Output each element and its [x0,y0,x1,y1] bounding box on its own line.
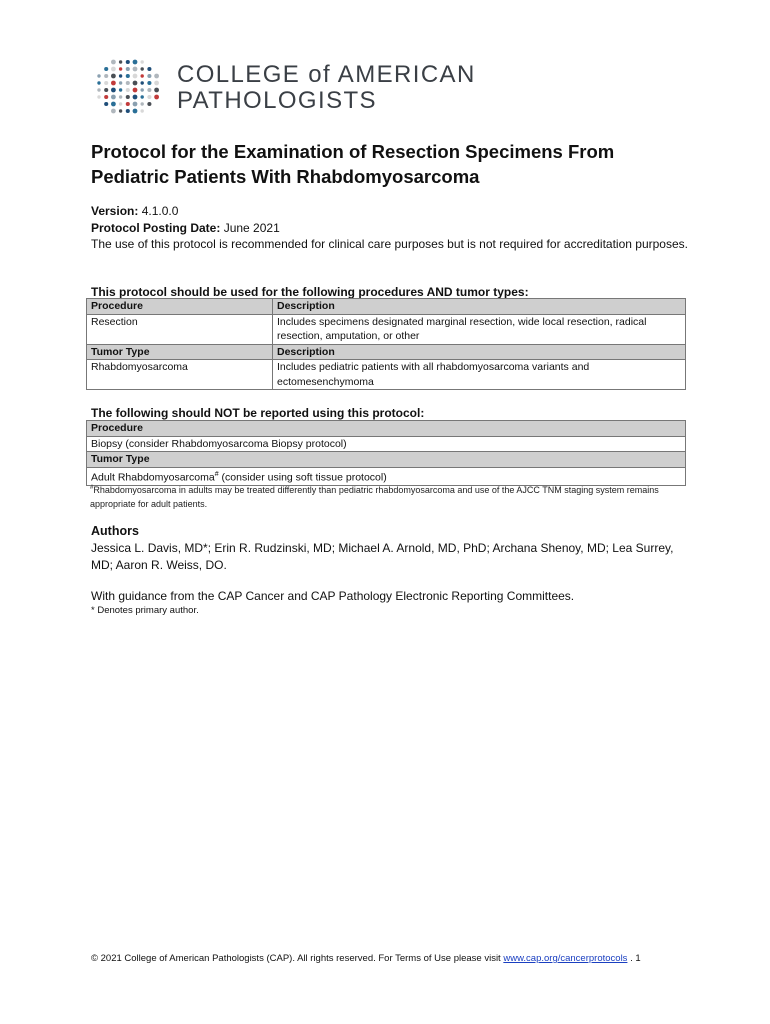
table-row [87,314,686,344]
logo-dot [147,81,151,85]
table-row [87,360,686,390]
primary-author-note: * Denotes primary author. [91,605,199,616]
logo-dot [147,95,151,99]
version-line [91,203,691,220]
table-header-row [87,299,686,315]
logo-dot [126,67,130,71]
table-cell: Includes pediatric patients with all rhabdomyosarcoma variants and ectomesenchymoma [273,360,686,390]
logo-dot [119,67,122,70]
logo-dot [111,95,116,100]
logo-dot [111,102,116,107]
logo-dot [126,102,130,106]
protocol-meta [91,203,691,253]
authors-heading: Authors [91,524,139,538]
logo-dot [111,60,116,65]
logo-dot [154,81,159,86]
logo-dot [147,67,151,71]
header-cell: Procedure [87,299,273,315]
logo-dot [141,81,144,84]
logo-dot [133,60,138,65]
logo-dot [133,88,138,93]
footer-copyright: © 2021 College of American Pathologists (CAP). All rights reserved. For Terms of Use please visit [91,953,501,964]
logo-dot [111,88,116,93]
footnote-text: Rhabdomyosarcoma in adults may be treated differently than pediatric rhabdomyosarcoma and use of the AJCC TNM staging system remains appropriate for adult patients. [90,485,659,509]
logo-dot [154,74,159,79]
logo-dot [119,95,122,98]
logo-dot [133,102,138,107]
table-header-row [87,452,686,468]
logo-dot [104,67,108,71]
header-cell: Description [273,344,686,360]
logo-dot [147,102,151,106]
logo-dot [104,74,108,78]
usage-note: The use of this protocol is recommended for clinical care purposes but is not required for accreditation purposes. [91,237,688,251]
logo-dot [119,88,122,91]
logo-dot [111,81,116,86]
logo-dot [126,88,130,92]
logo-dot [111,109,116,114]
logo-line-2: PATHOLOGISTS [177,87,377,114]
table-row [87,436,686,452]
logo-dot [119,109,122,112]
logo-dot [119,60,122,63]
table-cell: Biopsy (consider Rhabdomyosarcoma Biopsy protocol) [87,436,686,452]
not-heading: The following should NOT be reported using this protocol: [91,406,425,420]
logo-dot [141,102,144,105]
table-cell: Resection [87,314,273,344]
logo-dot [126,81,130,85]
logo-dot [104,95,108,99]
logo-dot [133,67,138,72]
logo-dot [141,95,144,98]
footnote-sup: # [90,485,94,491]
logo-dot [104,81,108,85]
cancer-protocols-link[interactable]: www.cap.org/cancerprotocols [503,953,628,964]
table-footnote [90,481,690,511]
header-cell: Tumor Type [87,452,686,468]
header-cell: Tumor Type [87,344,273,360]
header-cell: Description [273,299,686,315]
guidance-text: With guidance from the CAP Cancer and CAP Pathology Electronic Reporting Committees. [91,589,575,603]
logo-dot [119,102,122,105]
authors-list: Jessica L. Davis, MD*; Erin R. Rudzinski, MD; Michael A. Arnold, MD, PhD; Archana Shenoy, MD; Lea Surrey, MD; Aaron R. Weiss, DO. [91,541,674,572]
cap-logo [95,58,495,118]
logo-dot [97,88,100,91]
logo-dot [133,74,138,79]
tumor-sup: # [214,470,219,478]
logo-dot [119,74,122,77]
logo-dot [154,88,159,93]
logo-dot [111,74,116,79]
posting-date-line [91,220,691,237]
page-footer [91,953,691,964]
page-number: . 1 [630,953,641,964]
use-table [86,298,686,390]
logo-dot [133,95,138,100]
table-header-row [87,344,686,360]
logo-dot [104,88,108,92]
logo-dot [104,102,108,106]
table-cell: Includes specimens designated marginal resection, wide local resection, radical resection, amputation, or other [273,314,686,344]
tumor-note: (consider using soft tissue protocol) [218,471,387,483]
version-value: 4.1.0.0 [141,204,179,218]
logo-dot [97,95,100,98]
logo-dot [154,95,159,100]
table-header-row [87,421,686,437]
logo-dot [126,60,130,64]
logo-dot [97,81,100,84]
document-title: Protocol for the Examination of Resection Specimens From Pediatric Patients With Rhabdomyosarcoma [91,141,615,187]
posting-date-value: June 2021 [223,220,280,235]
cap-logo-dots-icon [95,58,161,116]
logo-line-1: COLLEGE of AMERICAN [177,61,476,88]
logo-dot [126,95,130,99]
table-cell: Rhabdomyosarcoma [87,360,273,390]
logo-dot [111,67,116,72]
posting-date-label: Protocol Posting Date: [91,220,221,235]
not-table [86,420,686,486]
logo-dot [141,88,144,91]
version-label: Version: [91,204,139,218]
use-heading: This protocol should be used for the following procedures AND tumor types: [91,285,529,299]
logo-dot [119,81,122,84]
logo-dot [126,74,130,78]
header-cell: Procedure [87,421,686,437]
logo-dot [126,109,130,113]
logo-dot [141,60,144,63]
cap-logo-text [177,62,476,114]
logo-dot [133,81,138,86]
logo-dot [97,74,100,77]
tumor-text: Adult Rhabdomyosarcoma [91,471,215,483]
logo-dot [141,74,144,77]
logo-dot [141,67,144,70]
logo-dot [147,74,151,78]
logo-dot [133,109,138,114]
logo-dot [147,88,151,92]
logo-dot [141,109,144,112]
